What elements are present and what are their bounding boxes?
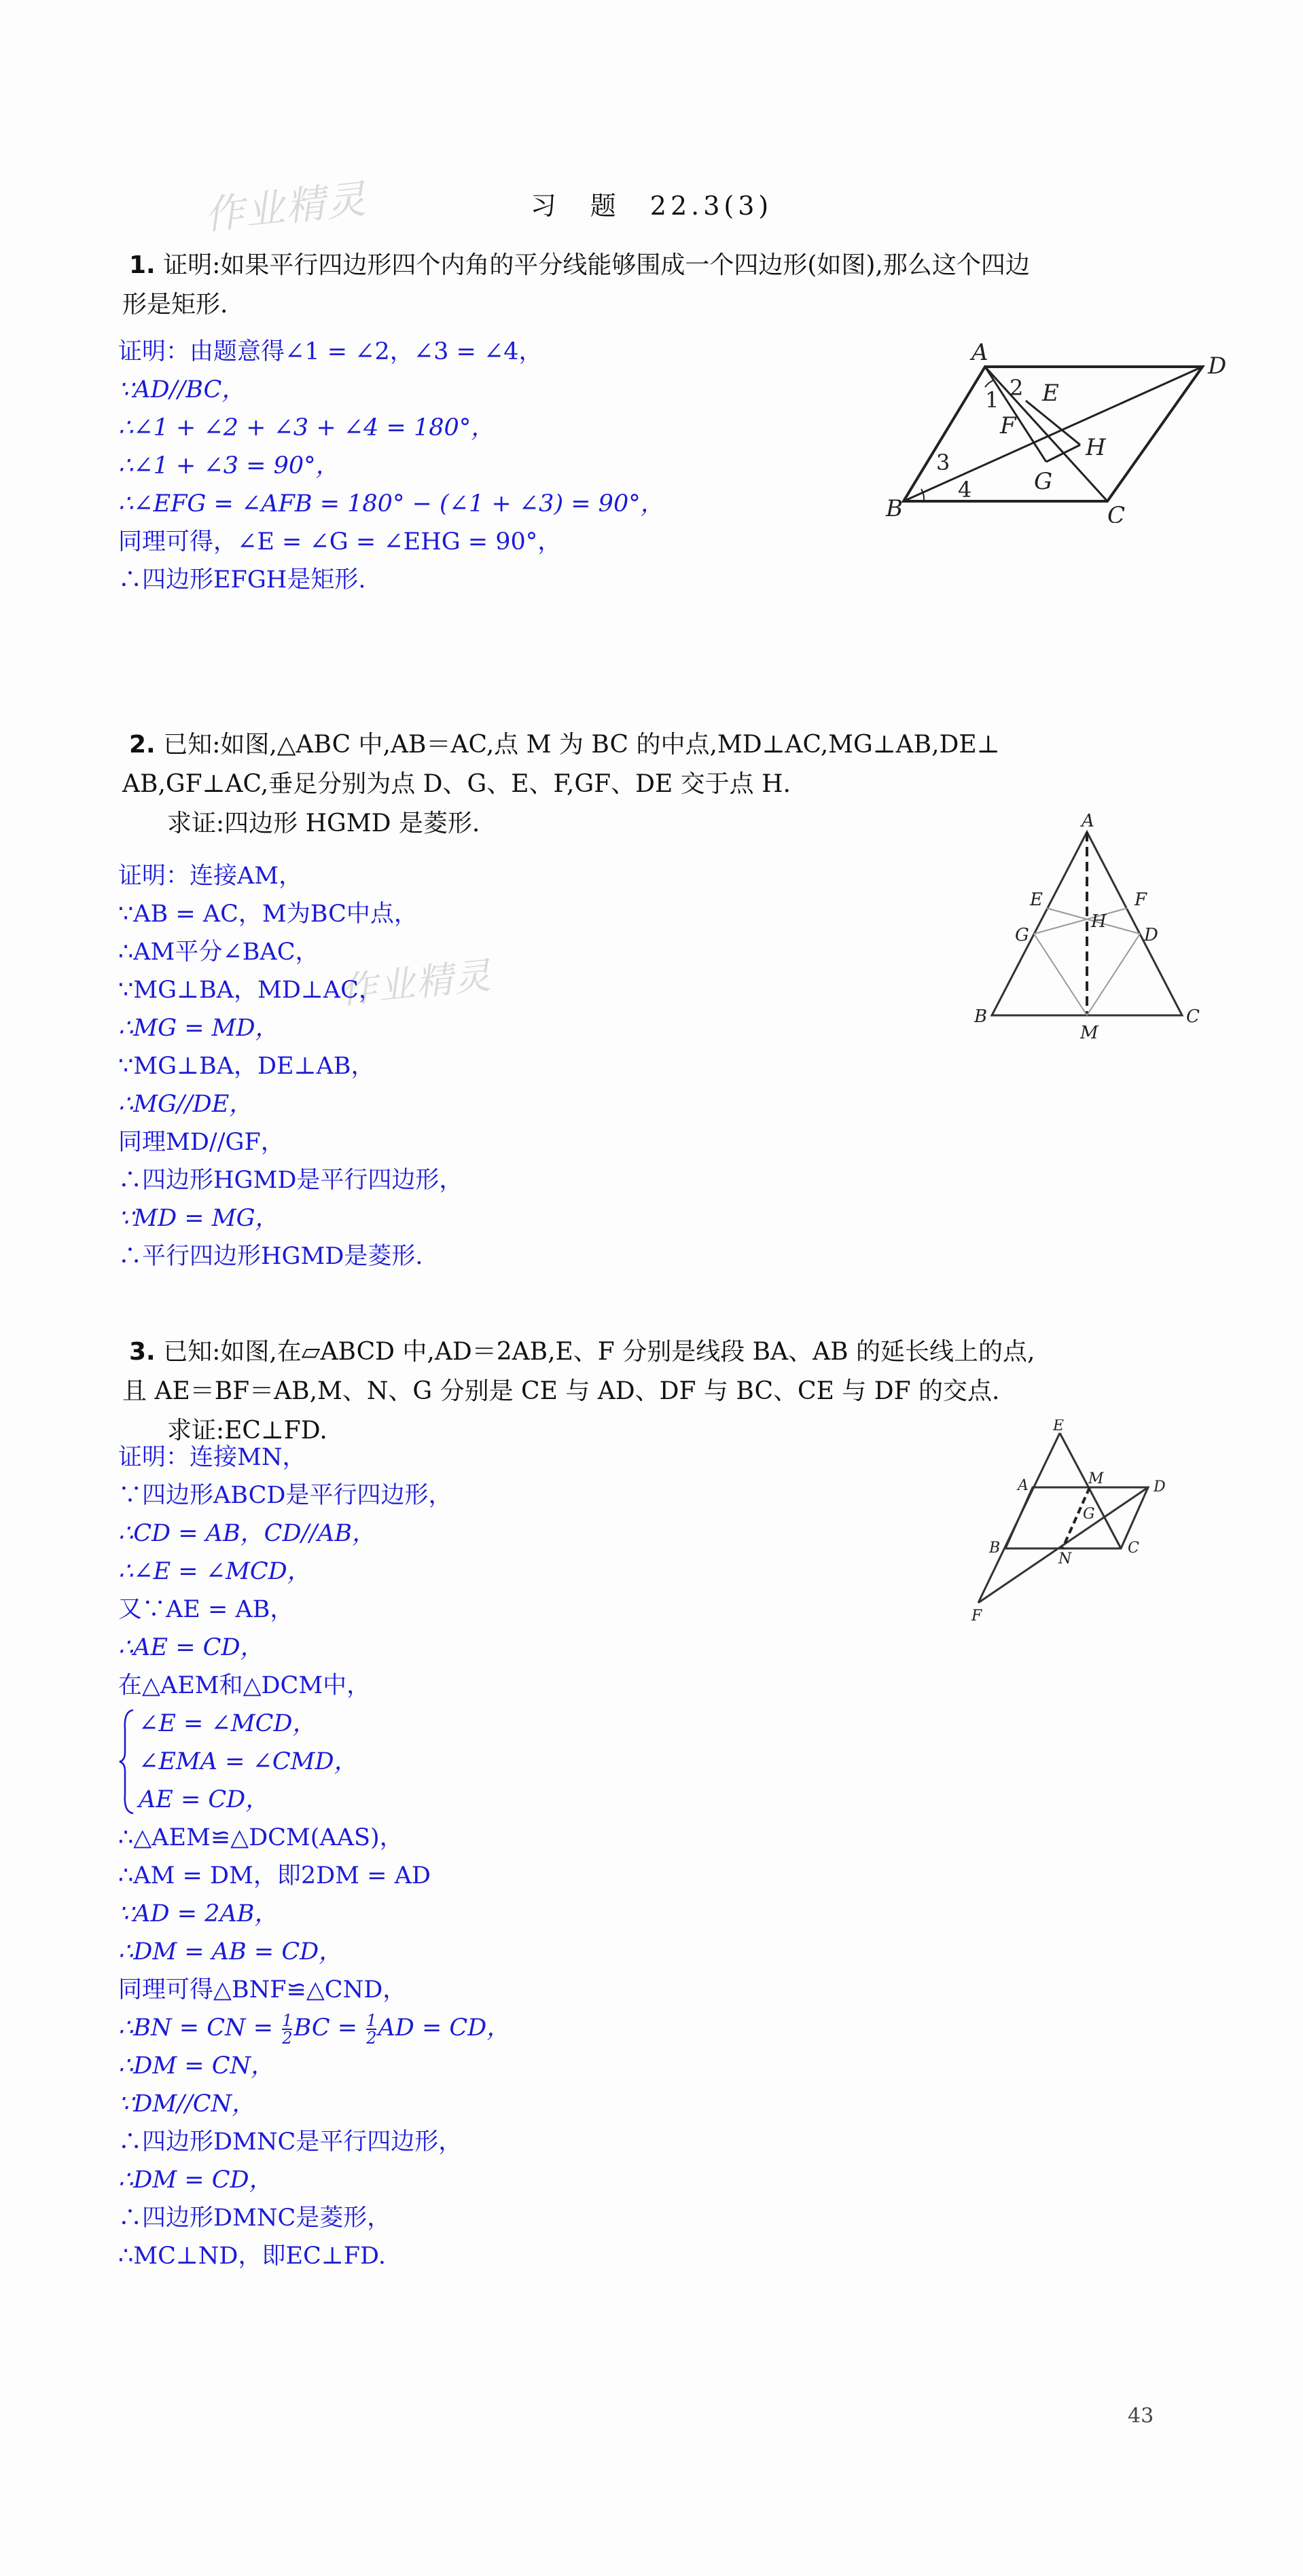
solution-line: ∴∠E = ∠MCD，: [118, 1558, 311, 1585]
question-text: 形是矩形.: [122, 291, 228, 319]
question-number: 1.: [129, 251, 156, 279]
question-number: 3.: [129, 1338, 156, 1366]
figure-label: E: [1053, 1419, 1065, 1434]
solution-line: 同理可得△BNF≌△CND，: [118, 1976, 407, 2003]
solution-line: ∴MG//DE，: [118, 1091, 253, 1118]
figure-label: E: [1030, 890, 1043, 910]
fraction-line-part: BC =: [293, 2014, 365, 2042]
fraction: [282, 2012, 292, 2046]
solution-line: ∴CD = AB，CD//AB，: [118, 1520, 376, 1547]
brace-line: ∠EMA = ∠CMD，: [139, 1748, 358, 1775]
figure-label: D: [1208, 352, 1227, 380]
solution-line: ∴△AEM≌△DCM(AAS)，: [118, 1824, 404, 1851]
figure-label: C: [1128, 1540, 1139, 1557]
solution-3: [118, 1438, 510, 2275]
solution-line-fraction: [118, 2009, 510, 2047]
figure-label: M: [1080, 1023, 1099, 1043]
fraction: [366, 2012, 376, 2046]
solution-line: ∵AD//BC，: [118, 376, 246, 403]
solution-line: 证明：连接AM，: [118, 863, 303, 890]
solution-line: ∴四边形HGMD是平行四边形，: [118, 1167, 463, 1194]
figure-label: 4: [958, 477, 972, 503]
solution-line: ∴平行四边形HGMD是菱形.: [118, 1243, 423, 1270]
fraction-numerator: 1: [282, 2010, 293, 2030]
figure-label: G: [1015, 925, 1029, 945]
solution-line: ∴AM = DM，即2DM = AD: [118, 1862, 431, 1889]
solution-1: [118, 333, 664, 599]
question-text: 求证:EC⊥FD.: [167, 1417, 327, 1445]
figure-label: B: [886, 495, 903, 522]
figure-label: G: [1034, 468, 1053, 495]
figure-label: 1: [985, 387, 999, 413]
solution-line: ∴DM = AB = CD，: [118, 1938, 343, 1965]
solution-line: ∴AE = CD，: [118, 1634, 264, 1661]
solution-line: ∴DM = CN，: [118, 2052, 275, 2080]
solution-line: 在△AEM和△DCM中，: [118, 1672, 371, 1699]
solution-line: ∵MG⊥BA，MD⊥AC，: [118, 977, 382, 1004]
solution-line: 同理MD//GF，: [118, 1129, 285, 1156]
figure-label: G: [1083, 1506, 1095, 1523]
fraction-line-part: ∴BN = CN =: [118, 2014, 281, 2042]
solution-line: ∴∠1 + ∠2 + ∠3 + ∠4 = 180°，: [118, 414, 495, 441]
figure-label: F: [971, 1608, 982, 1625]
question-text: 求证:四边形 HGMD 是菱形.: [167, 810, 480, 837]
watermark: 作业精灵: [338, 954, 495, 1013]
solution-line: ∴四边形DMNC是菱形，: [118, 2205, 391, 2232]
watermark: 作业精灵: [202, 175, 370, 239]
solution-line: ∴AM平分∠BAC，: [118, 939, 319, 966]
figure-label: N: [1058, 1550, 1072, 1567]
figure-label: B: [974, 1006, 988, 1027]
solution-line: ∵DM//CN，: [118, 2090, 256, 2118]
figure-label: A: [1018, 1477, 1029, 1494]
fraction-denominator: 2: [282, 2028, 293, 2048]
solution-line: ∵AD = 2AB，: [118, 1900, 279, 1927]
figure-label: E: [1042, 380, 1059, 407]
brace-line: AE = CD，: [139, 1786, 270, 1813]
figure-3-parallelogram: [958, 1419, 1202, 1630]
solution-line: ∵MD = MG，: [118, 1205, 279, 1232]
figure-label: H: [1091, 911, 1107, 932]
figure-label: H: [1086, 434, 1106, 461]
solution-2: [118, 857, 463, 1275]
question-1: [122, 246, 1189, 325]
solution-line: ∴∠EFG = ∠AFB = 180° − (∠1 + ∠3) = 90°，: [118, 490, 664, 518]
question-text: 已知:如图,△ABC 中,AB＝AC,点 M 为 BC 的中点,MD⊥AC,MG⊥AB,DE⊥: [163, 731, 1000, 759]
fraction-denominator: 2: [366, 2028, 377, 2048]
question-number: 2.: [129, 731, 156, 759]
page-number: 43: [1128, 2404, 1154, 2428]
solution-line: ∴四边形DMNC是平行四边形，: [118, 2128, 463, 2156]
question-text: 且 AE＝BF＝AB,M、N、G 分别是 CE 与 AD、DF 与 BC、CE 与 DF 的交点.: [122, 1377, 1000, 1405]
solution-line: 同理可得，∠E = ∠G = ∠EHG = 90°，: [118, 528, 562, 556]
brace-icon: [118, 1709, 135, 1815]
figure-label: D: [1154, 1479, 1166, 1495]
figure-1-parallelogram: [876, 319, 1230, 523]
figure-label: M: [1088, 1470, 1104, 1487]
fraction-numerator: 1: [366, 2010, 377, 2030]
figure-label: D: [1144, 925, 1158, 945]
solution-line: ∵MG⊥BA，DE⊥AB，: [118, 1053, 375, 1080]
solution-line: ∴DM = CD，: [118, 2166, 273, 2194]
figure-label: 2: [1010, 375, 1024, 401]
figure-label: A: [971, 339, 988, 366]
solution-line: ∴MC⊥ND，即EC⊥FD.: [118, 2243, 386, 2270]
page-title: 习 题 22.3(3): [530, 191, 773, 221]
figure-label: A: [1082, 812, 1094, 831]
figure-label: C: [1107, 502, 1126, 523]
figure-label: F: [1135, 890, 1147, 910]
question-text: AB,GF⊥AC,垂足分别为点 D、G、E、F,GF、DE 交于点 H.: [122, 770, 791, 798]
fraction-line-part: AD = CD，: [378, 2014, 511, 2042]
solution-line: ∵AB = AC，M为BC中点，: [118, 901, 418, 928]
figure-label: F: [1000, 412, 1016, 439]
solution-line: ∴MG = MD，: [118, 1015, 279, 1042]
solution-line: ∵四边形ABCD是平行四边形，: [118, 1482, 452, 1509]
brace-line: ∠E = ∠MCD，: [139, 1710, 317, 1737]
solution-line: 证明：连接MN，: [118, 1444, 306, 1471]
solution-line: ∴∠1 + ∠3 = 90°，: [118, 452, 340, 479]
solution-line: 又∵AE = AB，: [118, 1596, 294, 1623]
solution-line: ∴四边形EFGH是矩形.: [118, 566, 366, 594]
question-text: 已知:如图,在▱ABCD 中,AD＝2AB,E、F 分别是线段 BA、AB 的延长线上的点,: [163, 1338, 1035, 1366]
question-text: 证明:如果平行四边形四个内角的平分线能够围成一个四边形(如图),那么这个四边: [163, 251, 1030, 279]
figure-2-triangle: [965, 812, 1209, 1049]
condition-brace-group: [118, 1705, 510, 1819]
figure-label: 3: [936, 450, 950, 475]
solution-line: 证明：由题意得∠1 = ∠2，∠3 = ∠4，: [118, 338, 543, 365]
figure-label: B: [989, 1540, 1001, 1557]
figure-label: C: [1186, 1006, 1200, 1027]
